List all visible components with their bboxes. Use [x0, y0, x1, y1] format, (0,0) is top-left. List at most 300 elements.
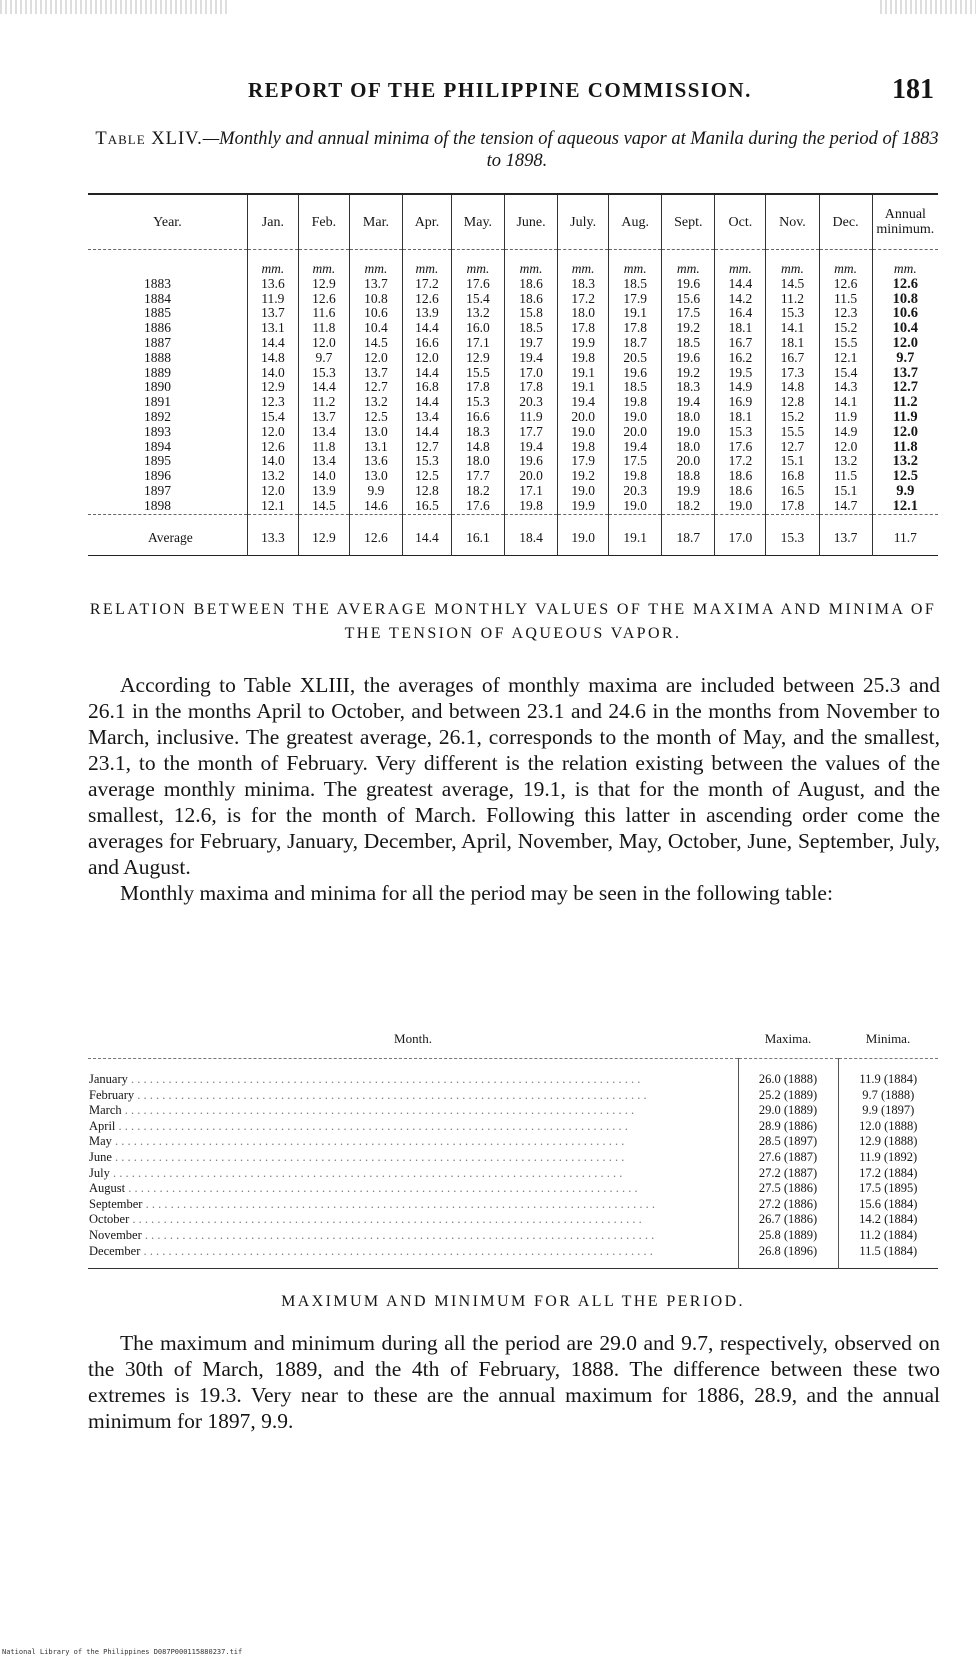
value-cell: 14.0 [247, 366, 298, 381]
value-cell: 14.4 [715, 277, 766, 292]
page-header [0, 74, 976, 114]
value-cell: 18.5 [609, 277, 662, 292]
table-row [88, 1134, 938, 1150]
value-cell: 19.4 [505, 351, 558, 366]
value-cell: 16.6 [451, 410, 504, 425]
month-cell: July . . . [88, 1166, 738, 1182]
average-cell: 16.1 [451, 514, 504, 556]
value-cell: 15.3 [766, 306, 819, 321]
average-cell: 14.4 [403, 514, 452, 556]
year-cell: 1884 [88, 292, 247, 307]
value-cell: 13.9 [298, 484, 349, 499]
value-cell: 15.1 [819, 484, 872, 499]
year-cell: 1887 [88, 336, 247, 351]
value-cell: 14.4 [247, 336, 298, 351]
table-row [88, 292, 938, 307]
column-header: Apr. [403, 194, 452, 250]
unit-cell [88, 250, 247, 277]
paragraph: The maximum and minimum during all the period are 29.0 and 9.7, respectively, observed on the 30th of March, 1889, and the 4th of February, 1888. The difference between these two extremes is 19.3. Very near to these are the annual maximum for 1886, 28.9, and the annual minimum for 1897, 9.9. [88, 1331, 940, 1433]
minima-cell: 12.9 (1888) [838, 1134, 938, 1150]
value-cell: 13.2 [451, 306, 504, 321]
column-header: Aug. [609, 194, 662, 250]
unit-cell: mm. [715, 250, 766, 277]
section-heading-relation: RELATION BETWEEN THE AVERAGE MONTHLY VALUES OF THE MAXIMA AND MINIMA OF THE TENSION OF AQUEOUS VAPOR. [89, 601, 937, 642]
average-cell: 13.3 [247, 514, 298, 556]
average-cell: 17.0 [715, 514, 766, 556]
minima-cell: 15.6 (1884) [838, 1197, 938, 1213]
unit-cell: mm. [766, 250, 819, 277]
table-row [88, 366, 938, 381]
value-cell: 13.7 [298, 410, 349, 425]
column-header: Feb. [298, 194, 349, 250]
maxima-cell: 28.5 (1897) [738, 1134, 838, 1150]
maxima-cell: 27.5 (1886) [738, 1181, 838, 1197]
value-cell: 16.0 [451, 321, 504, 336]
value-cell: 13.9 [403, 306, 452, 321]
month-cell: May . . . [88, 1134, 738, 1150]
value-cell: 19.0 [662, 425, 715, 440]
unit-cell: mm. [662, 250, 715, 277]
value-cell: 13.1 [349, 440, 402, 455]
month-cell: June . . . [88, 1150, 738, 1166]
value-cell: 15.8 [505, 306, 558, 321]
table-row [88, 277, 938, 292]
value-cell: 12.7 [403, 440, 452, 455]
value-cell: 11.2 [298, 395, 349, 410]
value-cell: 11.2 [766, 292, 819, 307]
month-cell: October . . . [88, 1212, 738, 1228]
value-cell: 13.2 [819, 454, 872, 469]
month-cell: February . . . [88, 1088, 738, 1104]
value-cell: 17.5 [662, 306, 715, 321]
scan-noise-left [0, 0, 230, 14]
month-cell: April . . . [88, 1119, 738, 1135]
value-cell: 12.0 [247, 484, 298, 499]
value-cell: 15.2 [819, 321, 872, 336]
year-cell: 1890 [88, 380, 247, 395]
value-cell: 18.1 [715, 321, 766, 336]
value-cell: 19.6 [609, 366, 662, 381]
month-cell: January . . . [88, 1059, 738, 1088]
value-cell: 19.0 [558, 425, 609, 440]
value-cell: 17.2 [715, 454, 766, 469]
value-cell: 14.7 [819, 499, 872, 514]
year-cell: 1883 [88, 277, 247, 292]
value-cell: 17.8 [609, 321, 662, 336]
value-cell: 12.3 [819, 306, 872, 321]
value-cell: 18.5 [662, 336, 715, 351]
value-cell: 12.6 [819, 277, 872, 292]
value-cell: 15.3 [715, 425, 766, 440]
value-cell: 11.9 [505, 410, 558, 425]
value-cell: 19.4 [558, 395, 609, 410]
value-cell: 12.0 [349, 351, 402, 366]
value-cell: 12.1 [892, 498, 918, 514]
value-cell: 16.5 [766, 484, 819, 499]
value-cell: 15.4 [451, 292, 504, 307]
value-cell: 11.5 [819, 469, 872, 484]
table-row [88, 1119, 938, 1135]
value-cell: 14.1 [819, 395, 872, 410]
value-cell: 13.7 [349, 366, 402, 381]
year-cell: 1892 [88, 410, 247, 425]
value-cell: 9.9 [896, 483, 915, 499]
running-title: REPORT OF THE PHILIPPINE COMMISSION. [248, 78, 752, 102]
value-cell: 14.8 [451, 440, 504, 455]
value-cell: 14.8 [766, 380, 819, 395]
value-cell: 19.2 [662, 366, 715, 381]
value-cell: 19.0 [715, 499, 766, 514]
minima-cell: 11.5 (1884) [838, 1244, 938, 1269]
unit-cell: mm. [298, 250, 349, 277]
value-cell: 10.6 [892, 306, 918, 322]
value-cell: 12.6 [403, 292, 452, 307]
value-cell: 15.1 [766, 454, 819, 469]
value-cell: 14.4 [403, 321, 452, 336]
average-cell: 13.7 [819, 514, 872, 556]
value-cell: 11.8 [893, 439, 918, 455]
table-row [88, 1166, 938, 1182]
value-cell: 20.5 [609, 351, 662, 366]
maxima-cell: 28.9 (1886) [738, 1119, 838, 1135]
value-cell: 14.1 [766, 321, 819, 336]
value-cell: 14.0 [298, 469, 349, 484]
month-cell: November . . . [88, 1228, 738, 1244]
column-header: Maxima. [738, 1020, 838, 1059]
value-cell: 18.6 [505, 277, 558, 292]
minima-cell: 9.7 (1888) [838, 1088, 938, 1104]
unit-cell: mm. [505, 250, 558, 277]
value-cell: 18.0 [662, 410, 715, 425]
value-cell: 12.8 [766, 395, 819, 410]
month-cell: December . . . [88, 1244, 738, 1269]
average-cell: 12.6 [349, 514, 402, 556]
value-cell: 19.0 [609, 410, 662, 425]
value-cell: 17.9 [609, 292, 662, 307]
value-cell: 12.9 [298, 277, 349, 292]
value-cell: 19.6 [662, 351, 715, 366]
minima-cell: 17.2 (1884) [838, 1166, 938, 1182]
value-cell: 18.3 [451, 425, 504, 440]
month-cell: August . . . [88, 1181, 738, 1197]
value-cell: 20.3 [609, 484, 662, 499]
table-row [88, 454, 938, 469]
value-cell: 13.2 [349, 395, 402, 410]
value-cell: 17.9 [558, 454, 609, 469]
units-row [88, 250, 938, 277]
monthly-extremes-table-container [88, 1020, 938, 1269]
table-caption [92, 128, 942, 172]
value-cell: 13.2 [247, 469, 298, 484]
value-cell: 19.6 [505, 454, 558, 469]
table-row [88, 321, 938, 336]
average-cell: 19.0 [558, 514, 609, 556]
value-cell: 19.9 [558, 336, 609, 351]
column-header: Nov. [766, 194, 819, 250]
value-cell: 19.4 [505, 440, 558, 455]
value-cell: 12.1 [819, 351, 872, 366]
value-cell: 18.8 [662, 469, 715, 484]
table-row [88, 1059, 938, 1088]
month-cell: September . . . [88, 1197, 738, 1213]
value-cell: 20.3 [505, 395, 558, 410]
page-number: 181 [892, 74, 934, 105]
value-cell: 13.4 [403, 410, 452, 425]
value-cell: 17.7 [451, 469, 504, 484]
value-cell: 17.2 [558, 292, 609, 307]
value-cell: 13.0 [349, 425, 402, 440]
value-cell: 12.5 [892, 469, 918, 484]
value-cell: 13.7 [247, 306, 298, 321]
minima-cell: 11.2 (1884) [838, 1228, 938, 1244]
unit-cell: mm. [451, 250, 504, 277]
value-cell: 12.8 [403, 484, 452, 499]
maxima-cell: 27.2 (1887) [738, 1166, 838, 1182]
value-cell: 14.8 [247, 351, 298, 366]
year-cell: 1886 [88, 321, 247, 336]
value-cell: 17.3 [766, 366, 819, 381]
value-cell: 12.6 [247, 440, 298, 455]
value-cell: 20.0 [609, 425, 662, 440]
value-cell: 18.0 [662, 440, 715, 455]
value-cell: 12.6 [298, 292, 349, 307]
value-cell: 13.6 [247, 277, 298, 292]
value-cell: 17.8 [505, 380, 558, 395]
value-cell: 17.6 [715, 440, 766, 455]
table-row [88, 440, 938, 455]
value-cell: 12.0 [247, 425, 298, 440]
value-cell: 19.0 [558, 484, 609, 499]
value-cell: 18.5 [609, 380, 662, 395]
value-cell: 14.5 [349, 336, 402, 351]
column-header: Minima. [838, 1020, 938, 1059]
year-cell: 1888 [88, 351, 247, 366]
value-cell: 10.6 [349, 306, 402, 321]
value-cell: 15.5 [451, 366, 504, 381]
value-cell: 18.5 [505, 321, 558, 336]
value-cell: 19.7 [505, 336, 558, 351]
value-cell: 17.6 [451, 499, 504, 514]
section-heading-extremes: MAXIMUM AND MINIMUM FOR ALL THE PERIOD. [281, 1293, 745, 1310]
value-cell: 16.6 [403, 336, 452, 351]
value-cell: 18.3 [662, 380, 715, 395]
unit-cell: mm. [247, 250, 298, 277]
column-header: Oct. [715, 194, 766, 250]
year-cell: 1891 [88, 395, 247, 410]
average-row [88, 514, 938, 556]
value-cell: 15.3 [298, 366, 349, 381]
minima-table-container [88, 193, 938, 556]
value-cell: 20.0 [662, 454, 715, 469]
column-header: Year. [88, 194, 247, 250]
value-cell: 20.0 [505, 469, 558, 484]
value-cell: 12.0 [298, 336, 349, 351]
value-cell: 15.6 [662, 292, 715, 307]
average-cell: 15.3 [766, 514, 819, 556]
value-cell: 12.7 [892, 380, 918, 396]
column-header: July. [558, 194, 609, 250]
table-row [88, 1181, 938, 1197]
minima-cell: 9.9 (1897) [838, 1103, 938, 1119]
value-cell: 10.4 [349, 321, 402, 336]
value-cell: 10.8 [892, 291, 918, 307]
value-cell: 19.4 [609, 440, 662, 455]
minima-cell: 17.5 (1895) [838, 1181, 938, 1197]
value-cell: 19.8 [505, 499, 558, 514]
column-header: Dec. [819, 194, 872, 250]
value-cell: 19.8 [609, 395, 662, 410]
value-cell: 17.8 [451, 380, 504, 395]
table-row [88, 1088, 938, 1104]
value-cell: 19.1 [609, 306, 662, 321]
value-cell: 18.7 [609, 336, 662, 351]
column-header: May. [451, 194, 504, 250]
maxima-cell: 25.8 (1889) [738, 1228, 838, 1244]
value-cell: 12.0 [819, 440, 872, 455]
value-cell: 17.0 [505, 366, 558, 381]
value-cell: 18.1 [766, 336, 819, 351]
value-cell: 11.8 [298, 321, 349, 336]
unit-cell: mm. [819, 250, 872, 277]
value-cell: 19.2 [558, 469, 609, 484]
value-cell: 18.0 [451, 454, 504, 469]
maxima-cell: 26.0 (1888) [738, 1059, 838, 1088]
value-cell: 12.3 [247, 395, 298, 410]
value-cell: 19.1 [558, 366, 609, 381]
value-cell: 14.2 [715, 292, 766, 307]
value-cell: 12.7 [349, 380, 402, 395]
average-label: Average [88, 514, 247, 556]
value-cell: 14.3 [819, 380, 872, 395]
table-row [88, 1197, 938, 1213]
table-row [88, 351, 938, 366]
value-cell: 12.9 [247, 380, 298, 395]
value-cell: 15.2 [766, 410, 819, 425]
minima-cell: 11.9 (1884) [838, 1059, 938, 1088]
value-cell: 11.9 [819, 410, 872, 425]
maxima-cell: 25.2 (1889) [738, 1088, 838, 1104]
value-cell: 13.4 [298, 425, 349, 440]
value-cell: 12.7 [766, 440, 819, 455]
value-cell: 19.6 [662, 277, 715, 292]
value-cell: 12.0 [892, 335, 918, 351]
value-cell: 18.2 [662, 499, 715, 514]
value-cell: 10.4 [892, 321, 918, 336]
value-cell: 11.9 [247, 292, 298, 307]
relation-text [88, 672, 940, 906]
value-cell: 14.5 [766, 277, 819, 292]
year-cell: 1897 [88, 484, 247, 499]
value-cell: 17.1 [505, 484, 558, 499]
year-cell: 1896 [88, 469, 247, 484]
unit-cell: mm. [558, 250, 609, 277]
table-row [88, 1228, 938, 1244]
value-cell: 19.2 [662, 321, 715, 336]
year-cell: 1893 [88, 425, 247, 440]
value-cell: 12.0 [892, 424, 918, 440]
value-cell: 16.7 [715, 336, 766, 351]
minima-cell: 11.9 (1892) [838, 1150, 938, 1166]
value-cell: 13.2 [892, 454, 918, 470]
value-cell: 14.9 [715, 380, 766, 395]
unit-cell: mm. [349, 250, 402, 277]
value-cell: 9.7 [896, 350, 915, 366]
table-row [88, 425, 938, 440]
value-cell: 13.0 [349, 469, 402, 484]
year-cell: 1885 [88, 306, 247, 321]
value-cell: 19.8 [558, 351, 609, 366]
value-cell: 14.4 [403, 366, 452, 381]
value-cell: 14.5 [298, 499, 349, 514]
value-cell: 14.4 [298, 380, 349, 395]
column-header: June. [505, 194, 558, 250]
value-cell: 17.8 [766, 499, 819, 514]
value-cell: 16.9 [715, 395, 766, 410]
value-cell: 15.3 [451, 395, 504, 410]
unit-cell: mm. [609, 250, 662, 277]
value-cell: 19.4 [662, 395, 715, 410]
average-cell: 18.7 [662, 514, 715, 556]
value-cell: 11.5 [819, 292, 872, 307]
paragraph: According to Table XLIII, the averages of monthly maxima are included between 25.3 and 26.1 in the months April to October, and between 23.1 and 24.6 in the months from November to March, inclusive. The greatest average, 26.1, corresponds to the month of May, and the smallest, 23.1, to the month of February. Very different is the relation existing between the values of the average monthly minima. The greatest average, 19.1, is that for the month of August, and the smallest, 12.6, is for the month of March. Following this latter in ascending order come the averages for February, January, December, April, November, May, October, June, September, July, and August. [88, 673, 940, 879]
value-cell: 19.1 [558, 380, 609, 395]
value-cell: 16.8 [766, 469, 819, 484]
value-cell: 14.4 [403, 425, 452, 440]
value-cell: 12.5 [349, 410, 402, 425]
value-cell: 19.0 [609, 499, 662, 514]
table-row [88, 1244, 938, 1269]
value-cell: 11.8 [298, 440, 349, 455]
value-cell: 9.7 [298, 351, 349, 366]
maxima-cell: 26.8 (1896) [738, 1244, 838, 1269]
value-cell: 18.2 [451, 484, 504, 499]
value-cell: 16.7 [766, 351, 819, 366]
maxima-cell: 27.2 (1886) [738, 1197, 838, 1213]
value-cell: 17.5 [609, 454, 662, 469]
value-cell: 19.9 [662, 484, 715, 499]
extremes-text [88, 1330, 940, 1434]
value-cell: 17.8 [558, 321, 609, 336]
value-cell: 18.0 [558, 306, 609, 321]
value-cell: 13.7 [892, 365, 918, 381]
value-cell: 16.8 [403, 380, 452, 395]
average-cell: 18.4 [505, 514, 558, 556]
table-row [88, 410, 938, 425]
column-header: Mar. [349, 194, 402, 250]
value-cell: 18.6 [715, 484, 766, 499]
month-cell: March . . . [88, 1103, 738, 1119]
minima-cell: 12.0 (1888) [838, 1119, 938, 1135]
value-cell: 13.4 [298, 454, 349, 469]
value-cell: 14.9 [819, 425, 872, 440]
year-cell: 1889 [88, 366, 247, 381]
average-cell: 19.1 [609, 514, 662, 556]
value-cell: 12.6 [892, 276, 918, 292]
table-header-row [88, 194, 938, 250]
value-cell: 19.8 [609, 469, 662, 484]
value-cell: 18.1 [715, 410, 766, 425]
value-cell: 17.6 [451, 277, 504, 292]
value-cell: 19.8 [558, 440, 609, 455]
value-cell: 16.4 [715, 306, 766, 321]
column-header: Sept. [662, 194, 715, 250]
table-row [88, 1150, 938, 1166]
average-cell: 11.7 [872, 514, 938, 556]
column-header: Month. [88, 1020, 738, 1059]
value-cell: 11.9 [893, 409, 918, 425]
value-cell: 19.9 [558, 499, 609, 514]
table-caption-text: —Monthly and annual minima of the tension of aqueous vapor at Manila during the period of 1883 to 1898. [202, 129, 939, 171]
